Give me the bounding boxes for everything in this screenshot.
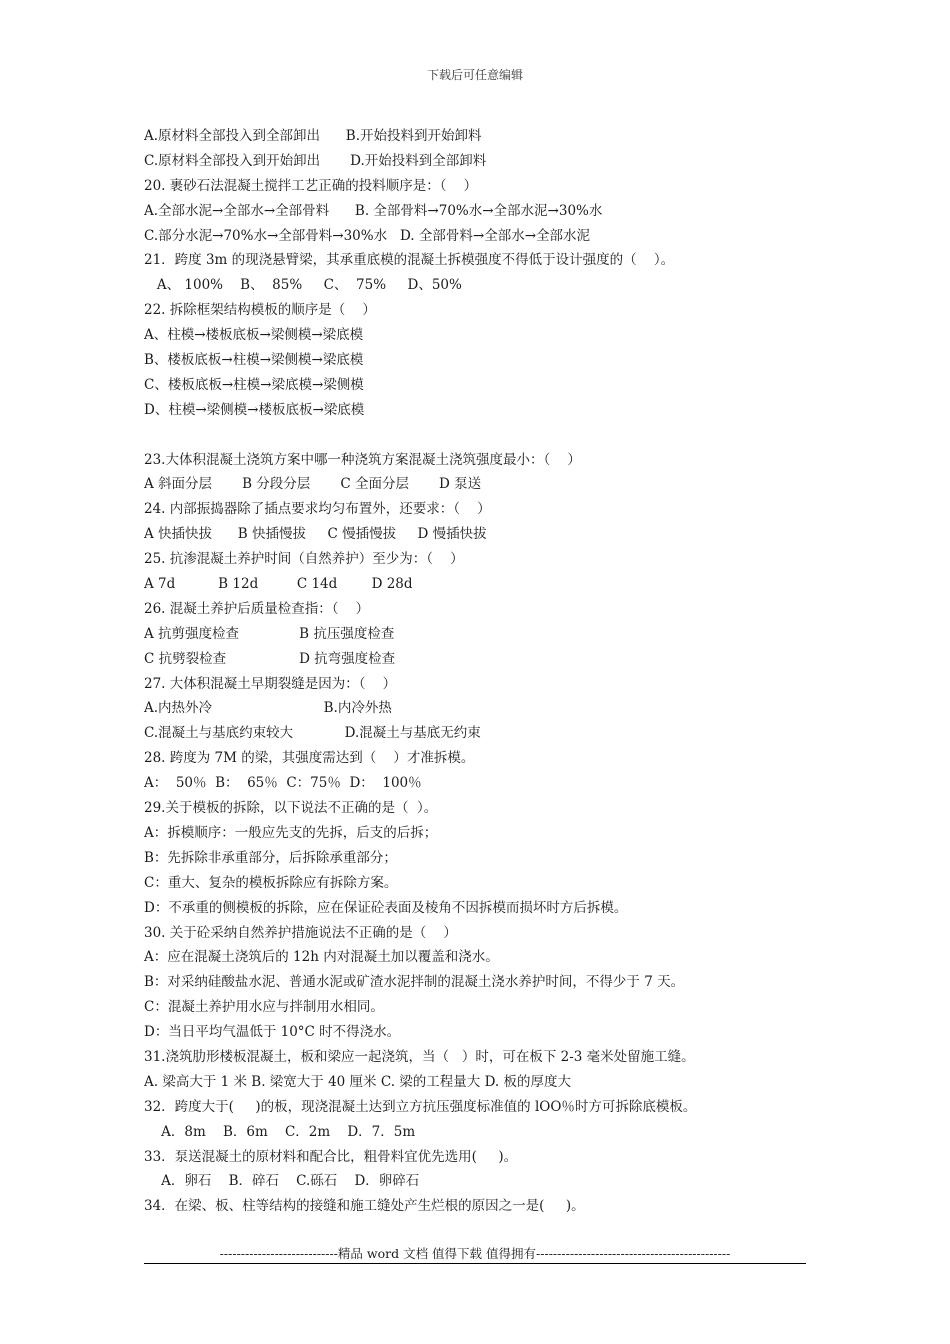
- text-line: A：应在混凝土浇筑后的 12h 内对混凝土加以覆盖和浇水。: [144, 949, 499, 966]
- text-line: B：对采纳硅酸盐水泥、普通水泥或矿渣水泥拌制的混凝土浇水养护时间，不得少于 7 天。: [144, 974, 685, 991]
- text-line: A. 梁高大于 1 米 B. 梁宽大于 40 厘米 C. 梁的工程量大 D. 板的厚度大: [144, 1073, 571, 1090]
- text-line: A： 50％ B： 65％ C：75％ D： 100％: [144, 775, 422, 792]
- text-line: 22. 拆除框架结构模板的顺序是（ ）: [144, 302, 376, 319]
- text-line: 25. 抗渗混凝土养护时间（自然养护）至少为：（ ）: [144, 551, 464, 568]
- text-line: 28. 跨度为 7M 的梁，其强度需达到（ ）才准拆模。: [144, 750, 475, 767]
- text-line: C、楼板底板→柱模→梁底模→梁侧模: [144, 376, 364, 393]
- text-line: [144, 423, 824, 448]
- footer-divider: [144, 1263, 806, 1264]
- text-line: 34．在梁、板、柱等结构的接缝和施工缝处产生烂根的原因之一是( )。: [144, 1198, 585, 1215]
- text-line: C 抗劈裂检查 D 抗弯强度检查: [144, 650, 396, 667]
- text-line: D：当日平均气温低于 10°C 时不得浇水。: [144, 1024, 401, 1041]
- text-line: 27. 大体积混凝土早期裂缝是因为：（ ）: [144, 675, 397, 692]
- page-header: 下载后可任意编辑: [426, 68, 523, 82]
- text-line: C.部分水泥→70%水→全部骨料→30%水 D. 全部骨料→全部水→全部水泥: [144, 227, 591, 244]
- text-line: 24. 内部振捣器除了插点要求均匀布置外，还要求：（ ）: [144, 501, 491, 518]
- text-line: A 抗剪强度检查 B 抗压强度检查: [144, 625, 395, 642]
- text-line: C.原材料全部投入到开始卸出 D.开始投料到全部卸料: [144, 152, 487, 169]
- text-line: 29.关于模板的拆除，以下说法不正确的是（ ）。: [144, 800, 438, 817]
- document-body: [144, 124, 824, 1219]
- text-line: A：拆模顺序：一般应先支的先拆，后支的后拆；: [144, 824, 438, 841]
- text-line: 20. 裹砂石法混凝土搅拌工艺正确的投料顺序是：（ ）: [144, 177, 478, 194]
- text-line: D、柱模→梁侧模→楼板底板→梁底模: [144, 401, 365, 418]
- text-line: 21．跨度 3m 的现浇悬臂梁，其承重底模的混凝土拆模强度不得低于设计强度的（ ）。: [144, 252, 675, 269]
- text-line: A．8m B．6m C．2m D．7．5m: [144, 1123, 416, 1140]
- text-line: A．卵石 B．碎石 C.砾石 D．卵碎石: [144, 1173, 420, 1190]
- text-line: A.原材料全部投入到全部卸出 B.开始投料到开始卸料: [144, 128, 482, 144]
- text-line: A、柱模→楼板底板→梁侧模→梁底模: [144, 327, 364, 344]
- text-line: 26. 混凝土养护后质量检查指：（ ）: [144, 600, 370, 617]
- text-line: 33．泵送混凝土的原材料和配合比，粗骨料宜优先选用( )。: [144, 1148, 518, 1165]
- text-line: C：混凝土养护用水应与拌制用水相同。: [144, 999, 384, 1016]
- text-line: 23.大体积混凝土浇筑方案中哪一种浇筑方案混凝土浇筑强度最小：（ ）: [144, 451, 581, 468]
- text-line: 30. 关于砼采纳自然养护措施说法不正确的是（ ）: [144, 924, 457, 941]
- text-line: 31.浇筑肋形楼板混凝土，板和梁应一起浇筑，当（ ）时，可在板下 2-3 毫米处留施工缝。: [144, 1048, 695, 1065]
- text-line: C.混凝土与基底约束较大 D.混凝土与基底无约束: [144, 725, 481, 742]
- text-line: A 7d B 12d C 14d D 28d: [144, 576, 413, 593]
- text-line: A.内热外冷 B.内冷外热: [144, 700, 392, 717]
- text-line: A、 100% B、 85% C、 75% D、50%: [144, 277, 462, 294]
- text-line: C：重大、复杂的模板拆除应有拆除方案。: [144, 874, 398, 891]
- text-line: 32．跨度大于( )的板，现浇混凝土达到立方抗压强度标准值的 lOO％时方可拆除底模板。: [144, 1098, 697, 1115]
- text-line: D：不承重的侧模板的拆除，应在保证砼表面及棱角不因拆模而损坏时方后拆模。: [144, 899, 628, 916]
- text-line: A 斜面分层 B 分段分层 C 全面分层 D 泵送: [144, 476, 482, 493]
- page-footer: ----------------------------精品 word 文档 值得下载 值得拥有----------------------------------------------: [219, 1246, 731, 1261]
- text-line: A.全部水泥→全部水→全部骨料 B. 全部骨料→70%水→全部水泥→30%水: [144, 202, 603, 219]
- text-line: B：先拆除非承重部分，后拆除承重部分；: [144, 849, 397, 866]
- text-line: A 快插快拔 B 快插慢拔 C 慢插慢拔 D 慢插快拔: [144, 526, 487, 543]
- text-line: B、楼板底板→柱模→梁侧模→梁底模: [144, 352, 364, 369]
